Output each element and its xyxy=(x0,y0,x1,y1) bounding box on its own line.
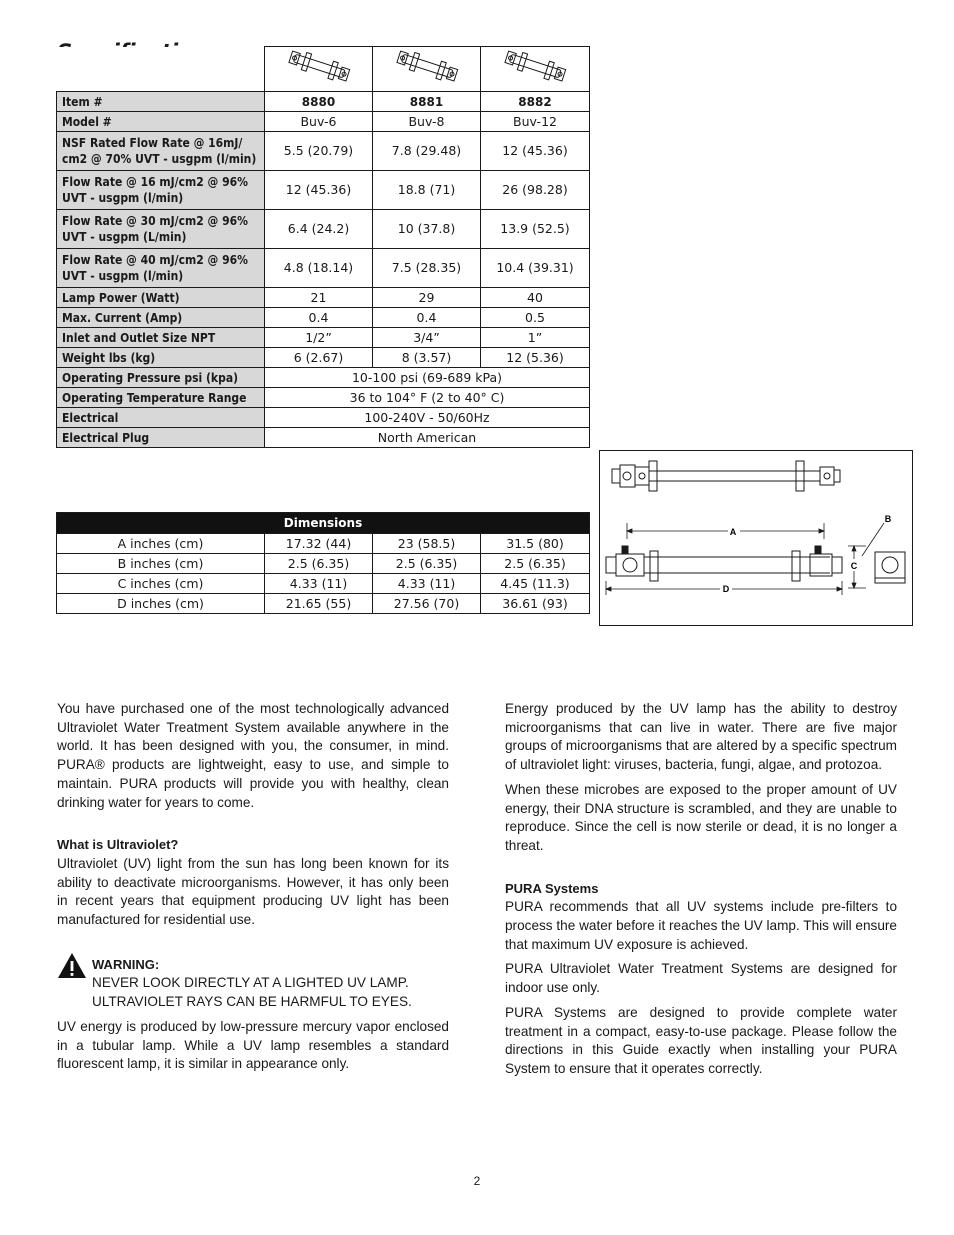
spec-value: 12 (5.36) xyxy=(481,348,590,368)
product-image-8881 xyxy=(373,47,481,92)
spec-value: 7.5 (28.35) xyxy=(373,249,481,288)
warning-block xyxy=(57,956,449,1012)
spec-value: 10 (37.8) xyxy=(373,210,481,249)
spec-label: NSF Rated Flow Rate @ 16mJ/ cm2 @ 70% UVT - usgpm (l/min) xyxy=(57,132,265,171)
side-view-unit xyxy=(606,546,905,583)
spec-value: 40 xyxy=(481,288,590,308)
dimension-value: 4.33 (11) xyxy=(373,574,481,594)
spec-value: 6 (2.67) xyxy=(265,348,373,368)
top-view-unit xyxy=(612,461,840,491)
product-image-8880 xyxy=(265,47,373,92)
intro-paragraph: You have purchased one of the most technologically advanced Ultraviolet Water Treatment System available anywhere in the world. It has been designed with you, the consumer, in mind. PURA® products are lightweight, easy to use, and simple to maintain. PURA products will provide you with healthy, clean drinking water for years to come. xyxy=(57,701,449,810)
dimension-row xyxy=(57,594,590,614)
spec-value: 13.9 (52.5) xyxy=(481,210,590,249)
spec-row xyxy=(57,171,590,210)
dimension-value: 17.32 (44) xyxy=(265,534,373,554)
spec-value: 0.4 xyxy=(373,308,481,328)
spec-row xyxy=(57,348,590,368)
spec-value: 1” xyxy=(481,328,590,348)
dimension-label: A inches (cm) xyxy=(57,534,265,554)
spec-row xyxy=(57,388,590,408)
dimension-value: 2.5 (6.35) xyxy=(265,554,373,574)
warning-text: NEVER LOOK DIRECTLY AT A LIGHTED UV LAMP. xyxy=(92,975,409,991)
spec-value: 0.5 xyxy=(481,308,590,328)
spec-label: Flow Rate @ 40 mJ/cm2 @ 96% UVT - usgpm (l/min) xyxy=(57,249,265,288)
warning-text: ULTRAVIOLET RAYS CAN BE HARMFUL TO EYES. xyxy=(92,994,412,1010)
specifications-table xyxy=(56,46,590,448)
dimension-row xyxy=(57,534,590,554)
spec-label: Model # xyxy=(57,112,265,132)
pura-systems-paragraph: PURA recommends that all UV systems include pre-filters to process the water before it reaches the UV lamp. This will ensure that maximum UV exposure is achieved. xyxy=(505,899,897,952)
spec-value: 26 (98.28) xyxy=(481,171,590,210)
item-label: Item # xyxy=(57,92,265,112)
spec-label: Electrical Plug xyxy=(57,428,265,448)
spec-value: Buv-12 xyxy=(481,112,590,132)
spec-row xyxy=(57,328,590,348)
dimension-value: 27.56 (70) xyxy=(373,594,481,614)
item-number: 8881 xyxy=(373,92,481,112)
spec-value: 5.5 (20.79) xyxy=(265,132,373,171)
dimension-value: 31.5 (80) xyxy=(481,534,590,554)
dimension-value: 4.45 (11.3) xyxy=(481,574,590,594)
dimension-value: 4.33 (11) xyxy=(265,574,373,594)
dimensions-table xyxy=(56,512,590,614)
item-number: 8880 xyxy=(265,92,373,112)
spec-value: Buv-6 xyxy=(265,112,373,132)
spec-label: Weight lbs (kg) xyxy=(57,348,265,368)
dimensions-header: Dimensions xyxy=(57,513,590,534)
dimension-diagram xyxy=(599,450,913,626)
spec-label: Flow Rate @ 16 mJ/cm2 @ 96% UVT - usgpm (l/min) xyxy=(57,171,265,210)
spec-value: 10.4 (39.31) xyxy=(481,249,590,288)
spec-row xyxy=(57,428,590,448)
microbes-paragraph: When these microbes are exposed to the proper amount of UV energy, their DNA structure is scrambled, and they are unable to reproduce. Since the cell is now sterile or dead, it is no longer a threat. xyxy=(505,781,897,853)
pura-systems-heading: PURA Systems xyxy=(505,880,599,896)
warning-title: WARNING: xyxy=(92,956,160,972)
dimension-value: 23 (58.5) xyxy=(373,534,481,554)
dimension-value: 2.5 (6.35) xyxy=(373,554,481,574)
spec-label: Lamp Power (Watt) xyxy=(57,288,265,308)
spec-row xyxy=(57,288,590,308)
dimension-label: D inches (cm) xyxy=(57,594,265,614)
spec-row xyxy=(57,308,590,328)
warning-icon xyxy=(57,952,87,979)
what-is-uv-heading: What is Ultraviolet? xyxy=(57,837,179,853)
item-number: 8882 xyxy=(481,92,590,112)
product-image-8882 xyxy=(481,47,590,92)
dimension-row xyxy=(57,574,590,594)
dimension-label: B inches (cm) xyxy=(57,554,265,574)
spec-value: 21 xyxy=(265,288,373,308)
what-is-uv-paragraph: Ultraviolet (UV) light from the sun has long been known for its ability to deactivate microorganisms. However, it has only been in recent years that equipment producing UV light has been manufactured for residential use. xyxy=(57,855,449,928)
spec-value: 6.4 (24.2) xyxy=(265,210,373,249)
pura-systems-paragraph: PURA Systems are designed to provide complete water treatment in a compact, easy-to-use package. Please follow the directions in this Guide exactly when installing your PURA System to ensure that it operates correctly. xyxy=(505,1004,897,1076)
spec-label: Max. Current (Amp) xyxy=(57,308,265,328)
spec-value: 12 (45.36) xyxy=(265,171,373,210)
spec-label: Operating Pressure psi (kpa) xyxy=(57,368,265,388)
dimension-d-label: D xyxy=(722,584,730,594)
spec-value: 3/4” xyxy=(373,328,481,348)
energy-paragraph: Energy produced by the UV lamp has the ability to destroy microorganisms that can live in water. There are five major groups of microorganisms that are altered by a specific spectrum of ultraviolet light: viruses, bacteria, fungi, algae, and protozoa. xyxy=(505,701,897,773)
spec-row xyxy=(57,112,590,132)
spec-value: Buv-8 xyxy=(373,112,481,132)
spec-row xyxy=(57,368,590,388)
spec-row xyxy=(57,249,590,288)
dimension-c-label: C xyxy=(850,561,858,571)
spec-value: North American xyxy=(265,428,590,448)
spec-value: 7.8 (29.48) xyxy=(373,132,481,171)
left-column xyxy=(57,700,449,1080)
spec-row xyxy=(57,408,590,428)
spec-value: 10-100 psi (69-689 kPa) xyxy=(265,368,590,388)
spec-label: Electrical xyxy=(57,408,265,428)
dimension-value: 36.61 (93) xyxy=(481,594,590,614)
spec-label: Operating Temperature Range xyxy=(57,388,265,408)
pura-systems-paragraph: PURA Ultraviolet Water Treatment Systems are designed for indoor use only. xyxy=(505,961,897,996)
spec-value: 36 to 104° F (2 to 40° C) xyxy=(265,388,590,408)
dimension-value: 2.5 (6.35) xyxy=(481,554,590,574)
spec-value: 100-240V - 50/60Hz xyxy=(265,408,590,428)
dimension-b-label: B xyxy=(884,514,892,524)
right-column xyxy=(505,700,897,1085)
spec-label: Flow Rate @ 30 mJ/cm2 @ 96% UVT - usgpm (L/min) xyxy=(57,210,265,249)
spec-value: 12 (45.36) xyxy=(481,132,590,171)
spec-value: 1/2” xyxy=(265,328,373,348)
dimension-value: 21.65 (55) xyxy=(265,594,373,614)
spec-value: 0.4 xyxy=(265,308,373,328)
spec-label: Inlet and Outlet Size NPT xyxy=(57,328,265,348)
dimension-label: C inches (cm) xyxy=(57,574,265,594)
spec-value: 4.8 (18.14) xyxy=(265,249,373,288)
page-number: 2 xyxy=(473,1174,481,1188)
spec-value: 18.8 (71) xyxy=(373,171,481,210)
uv-energy-paragraph: UV energy is produced by low-pressure mercury vapor enclosed in a tubular lamp. While a UV lamp resembles a standard fluorescent lamp, it is similar in appearance only. xyxy=(57,1018,449,1072)
spec-value: 8 (3.57) xyxy=(373,348,481,368)
spec-row xyxy=(57,210,590,249)
spec-row xyxy=(57,132,590,171)
dimension-row xyxy=(57,554,590,574)
spec-value: 29 xyxy=(373,288,481,308)
dimension-a-label: A xyxy=(729,527,737,537)
